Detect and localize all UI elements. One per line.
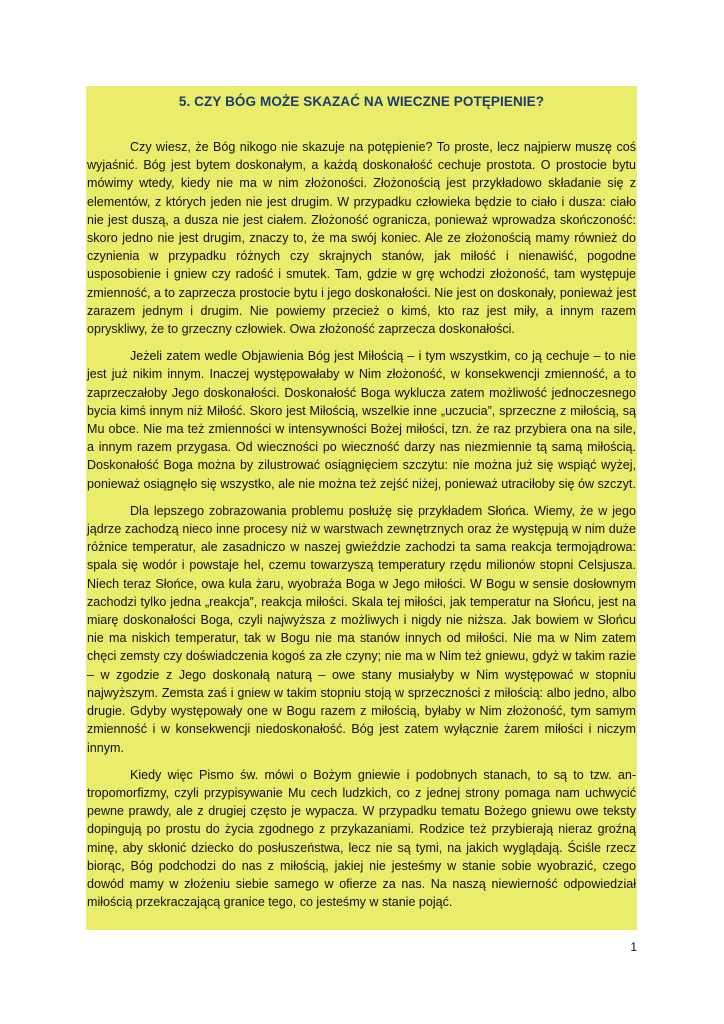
page-number: 1 xyxy=(630,940,637,954)
highlighted-text-block xyxy=(86,86,637,930)
paragraph-3: Dla lepszego zobrazowania problemu posłużę się przykładem Słońca. Wiemy, że w jego jądrze zachodzą nieco inne procesy niż w warstwach zewnętrznych oraz że występują w nim duże różnice temperatur, ale zasadniczo w naszej gwieździe zachodzi ta sama reakcja termojądrowa: spala się wodór i powstaje hel, czemu towarzyszą temperatury rzędu milionów stopni Celsjusza. Niech teraz Słońce, owa kula żaru, wyobraża Boga w Jego miłości. W Bogu w sensie dosłownym zachodzi tylko jedna „reakcja”, reakcja miłości. Skala tej miłości, jak temperatur na Słońcu, jest na miarę doskonałości Boga, czyli najwyższa z możliwych i nigdy nie niższa. Jak bowiem w Słońcu nie ma niskich temperatur, tak w Bogu nie ma stanów innych od miłości. Nie ma w Nim zatem chęci zemsty czy doświadczenia kogoś za złe czyny; nie ma w Nim też gniewu, gdyż w takim razie – w zgodzie z Jego doskonałą naturą – owe stany musiałyby w Nim występować w stopniu najwyższym. Zemsta zaś i gniew w takim stopniu stoją w sprzeczności z miłością: albo jedno, albo drugie. Gdyby występowały one w Bogu razem z miłością, byłaby w Nim złożoność, tym samym zmienność i w konsekwencji niedoskonałość. Bóg jest zatem wyłącznie żarem miłości i niczym innym. xyxy=(87,503,636,755)
paragraph-1: Czy wiesz, że Bóg nikogo nie skazuje na potępienie? To proste, lecz najpierw muszę coś wyjaśnić. Bóg jest bytem doskonałym, a każdą doskonałość cechuje prostota. O prostocie bytu mówimy wtedy, kiedy nie ma w nim złożoności. Złożonością jest przykładowo składanie się z elementów, z których jeden nie jest drugim. W przypadku człowieka będzie to ciało i dusza: ciało nie jest duszą, a dusza nie jest ciałem. Złożoność ogranicza, ponieważ wprowadza skończoność: skoro jedno nie jest drugim, znaczy to, że ma swój koniec. Ale ze złożonością mamy również do czynienia w przypadku różnych czy skrajnych stanów, jak miłość i nienawiść, pogodne usposobienie i gniew czy radość i smutek. Tam, gdzie w grę wchodzi złożoność, tam występuje zmienność, a to zaprzecza prostocie bytu i jego doskonałości. Nie jest on doskonały, ponieważ jest zarazem jednym i drugim. Nie powiemy przecież o kimś, kto raz jest miły, a innym razem opryskliwy, że to grzeczny człowiek. Owa złożoność zaprzecza doskonałości. xyxy=(87,140,636,337)
document-title: 5. CZY BÓG MOŻE SKAZAĆ NA WIECZNE POTĘPIENIE? xyxy=(178,94,545,109)
paragraph-4: Kiedy więc Pismo św. mówi o Bożym gniewie i podobnych stanach, to są to tzw. antropomorfizmy, czyli przypisywanie Mu cech ludzkich, co z jednej strony pomaga nam uchwycić pewne prawdy, ale z drugiej często je wypacza. W przypadku tematu Bożego gniewu owe teksty dopingują po prostu do życia zgodnego z przykazaniami. Rodzice też przybierają nieraz groźną minę, aby skłonić dziecko do posłuszeństwa, lecz nie są tymi, na jakich wyglądają. Ściśle rzecz biorąc, Bóg podchodzi do nas z miłością, jakiej nie jesteśmy w stanie sobie wyobrazić, czego dowód mamy w złożeniu siebie samego w ofierze za nas. Na naszą niewierność odpowiedział miłością przekraczającą granice tego, co jesteśmy w stanie pojąć. xyxy=(87,767,636,910)
paragraph-2: Jeżeli zatem wedle Objawienia Bóg jest Miłością – i tym wszystkim, co ją cechuje – to nie jest już nikim innym. Inaczej występowałaby w Nim złożoność, w konsekwencji zmienność, a to zaprzeczałoby Jego doskonałości. Doskonałość Boga wyklucza zatem możliwość jednoczesnego bycia kimś innym niż Miłość. Skoro jest Miłością, wszelkie inne „uczucia”, sprzeczne z miłością, są Mu obce. Nie ma też zmienności w intensywności Bożej miłości, tzn. że raz przybiera ona na sile, a innym razem przygasa. Od wieczności po wieczność darzy nas niezmiennie tą samą miłością. Doskonałość Boga można by zilustrować osiągnięciem szczytu: nie można już się wspiąć wyżej, ponieważ osiągnęło się wszystko, ale nie można też zejść niżej, ponieważ utraciłoby się ów szczyt. xyxy=(87,349,636,491)
